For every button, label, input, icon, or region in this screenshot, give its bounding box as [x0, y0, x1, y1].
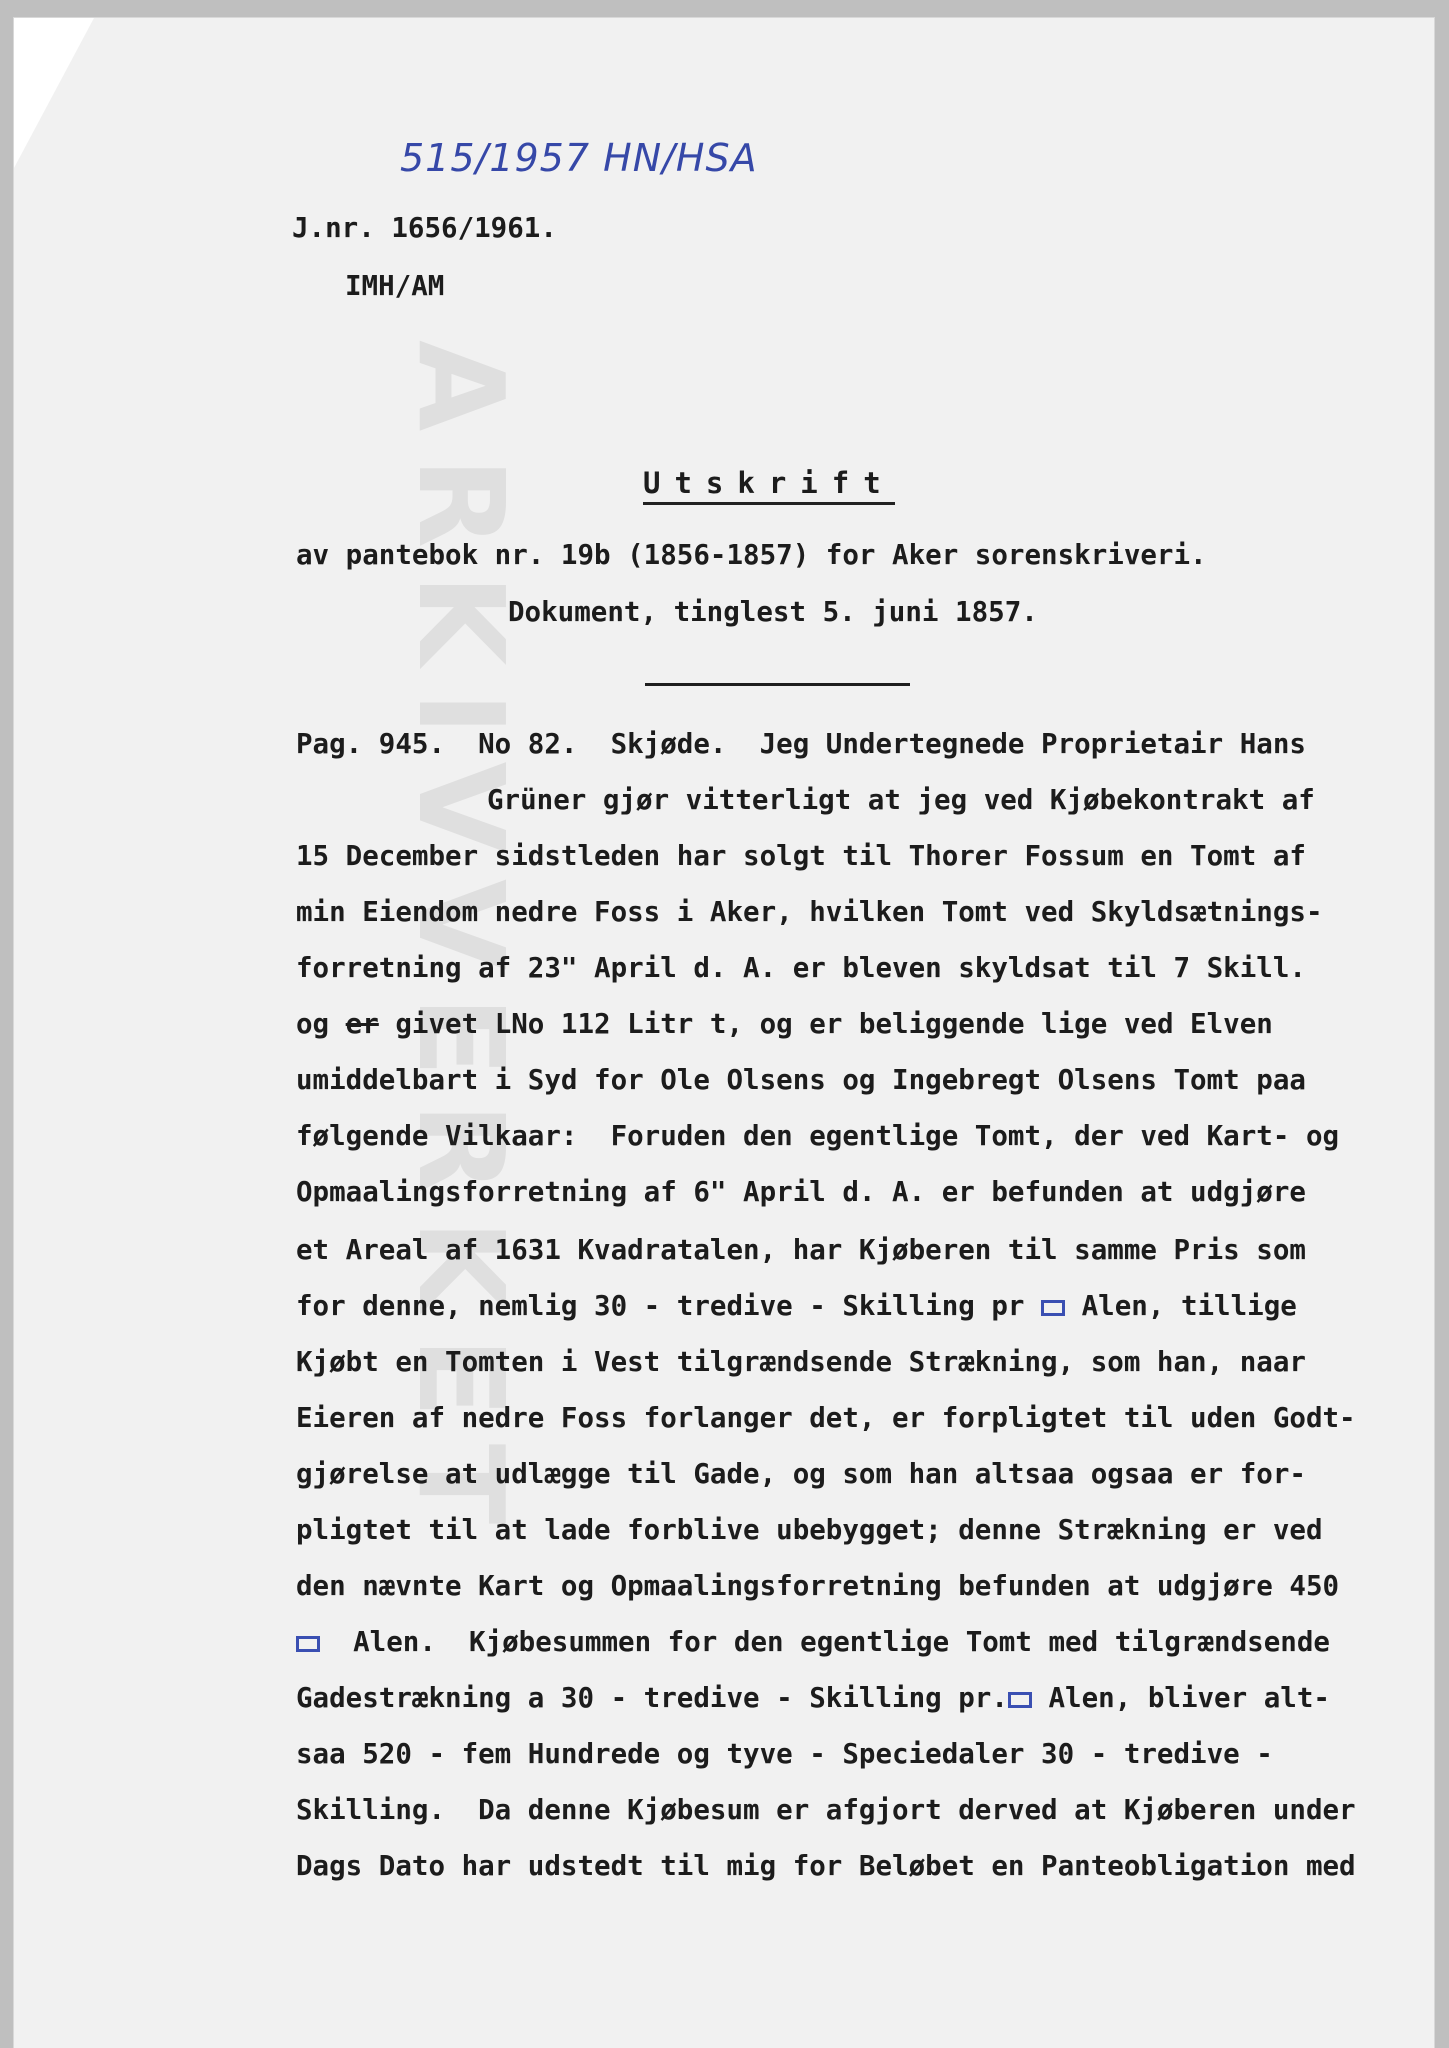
body-line-11-b: Alen, tillige: [1065, 1290, 1297, 1322]
initials: IMH/AM: [345, 270, 445, 302]
folded-corner: [14, 18, 94, 168]
struck-word: er: [345, 1008, 379, 1040]
body-line-2: Grüner gjør vitterligt at jeg ved Kjøbekontrakt af: [487, 784, 1315, 816]
document-title: Utskrift: [643, 466, 895, 505]
body-line-12: Kjøbt en Tomten i Vest tilgrændsende Strækning, som han, naar: [296, 1346, 1306, 1378]
square-symbol-icon: [296, 1636, 320, 1652]
body-line-8: følgende Vilkaar: Foruden den egentlige Tomt, der ved Kart- og: [296, 1120, 1340, 1152]
body-line-11-a: for denne, nemlig 30 - tredive - Skilling pr: [296, 1290, 1042, 1322]
body-line-5: forretning af 23" April d. A. er bleven skyldsat til 7 Skill.: [296, 952, 1306, 984]
body-line-14: gjørelse at udlægge til Gade, og som han altsaa ogsaa er for-: [296, 1458, 1306, 1490]
body-line-21: Dags Dato har udstedt til mig for Beløbet en Panteobligation med: [296, 1850, 1356, 1882]
body-line-11: [296, 1286, 1297, 1326]
body-line-16: den nævnte Kart og Opmaalingsforretning befunden at udgjøre 450: [296, 1570, 1340, 1602]
subtitle-date: Dokument, tinglest 5. juni 1857.: [508, 596, 1038, 628]
square-symbol-icon: [1008, 1692, 1032, 1708]
square-symbol-icon: [1041, 1300, 1065, 1316]
body-line-13: Eieren af nedre Foss forlanger det, er forpligtet til uden Godt-: [296, 1402, 1356, 1434]
body-line-17: [296, 1622, 1330, 1662]
body-line-1: Pag. 945. No 82. Skjøde. Jeg Undertegnede Proprietair Hans: [296, 728, 1306, 760]
body-line-20: Skilling. Da denne Kjøbesum er afgjort derved at Kjøberen under: [296, 1794, 1356, 1826]
journal-number: J.nr. 1656/1961.: [292, 212, 557, 244]
body-line-3: 15 December sidstleden har solgt til Thorer Fossum en Tomt af: [296, 840, 1306, 872]
body-line-10: et Areal af 1631 Kvadratalen, har Kjøberen til samme Pris som: [296, 1234, 1306, 1266]
body-line-18: [296, 1678, 1330, 1718]
body-line-9: Opmaalingsforretning af 6" April d. A. er befunden at udgjøre: [296, 1176, 1306, 1208]
body-line-19: saa 520 - fem Hundrede og tyve - Speciedaler 30 - tredive -: [296, 1738, 1273, 1770]
subtitle-source: av pantebok nr. 19b (1856-1857) for Aker sorenskriveri.: [296, 539, 1207, 571]
body-line-15: pligtet til at lade forblive ubebygget; denne Strækning er ved: [296, 1514, 1323, 1546]
body-line-4: min Eiendom nedre Foss i Aker, hvilken Tomt ved Skyldsætnings-: [296, 896, 1323, 928]
watermark-text: ARKIVVERKET: [392, 340, 530, 1551]
divider-rule: [645, 683, 910, 686]
body-line-6-a: og: [296, 1008, 346, 1040]
body-line-6: [296, 1004, 1273, 1044]
body-line-7: umiddelbart i Syd for Ole Olsens og Ingebregt Olsens Tomt paa: [296, 1064, 1306, 1096]
handwritten-reference: 515/1957 HN/HSA: [400, 136, 758, 180]
body-line-18-b: Alen, bliver alt-: [1031, 1682, 1330, 1714]
body-line-6-c: givet LNo 112 Litr t, og er beliggende lige ved Elven: [378, 1008, 1273, 1040]
body-line-17-b: Alen. Kjøbesummen for den egentlige Tomt med tilgrændsende: [320, 1626, 1330, 1658]
body-line-18-a: Gadestrækning a 30 - tredive - Skilling pr.: [296, 1682, 1008, 1714]
